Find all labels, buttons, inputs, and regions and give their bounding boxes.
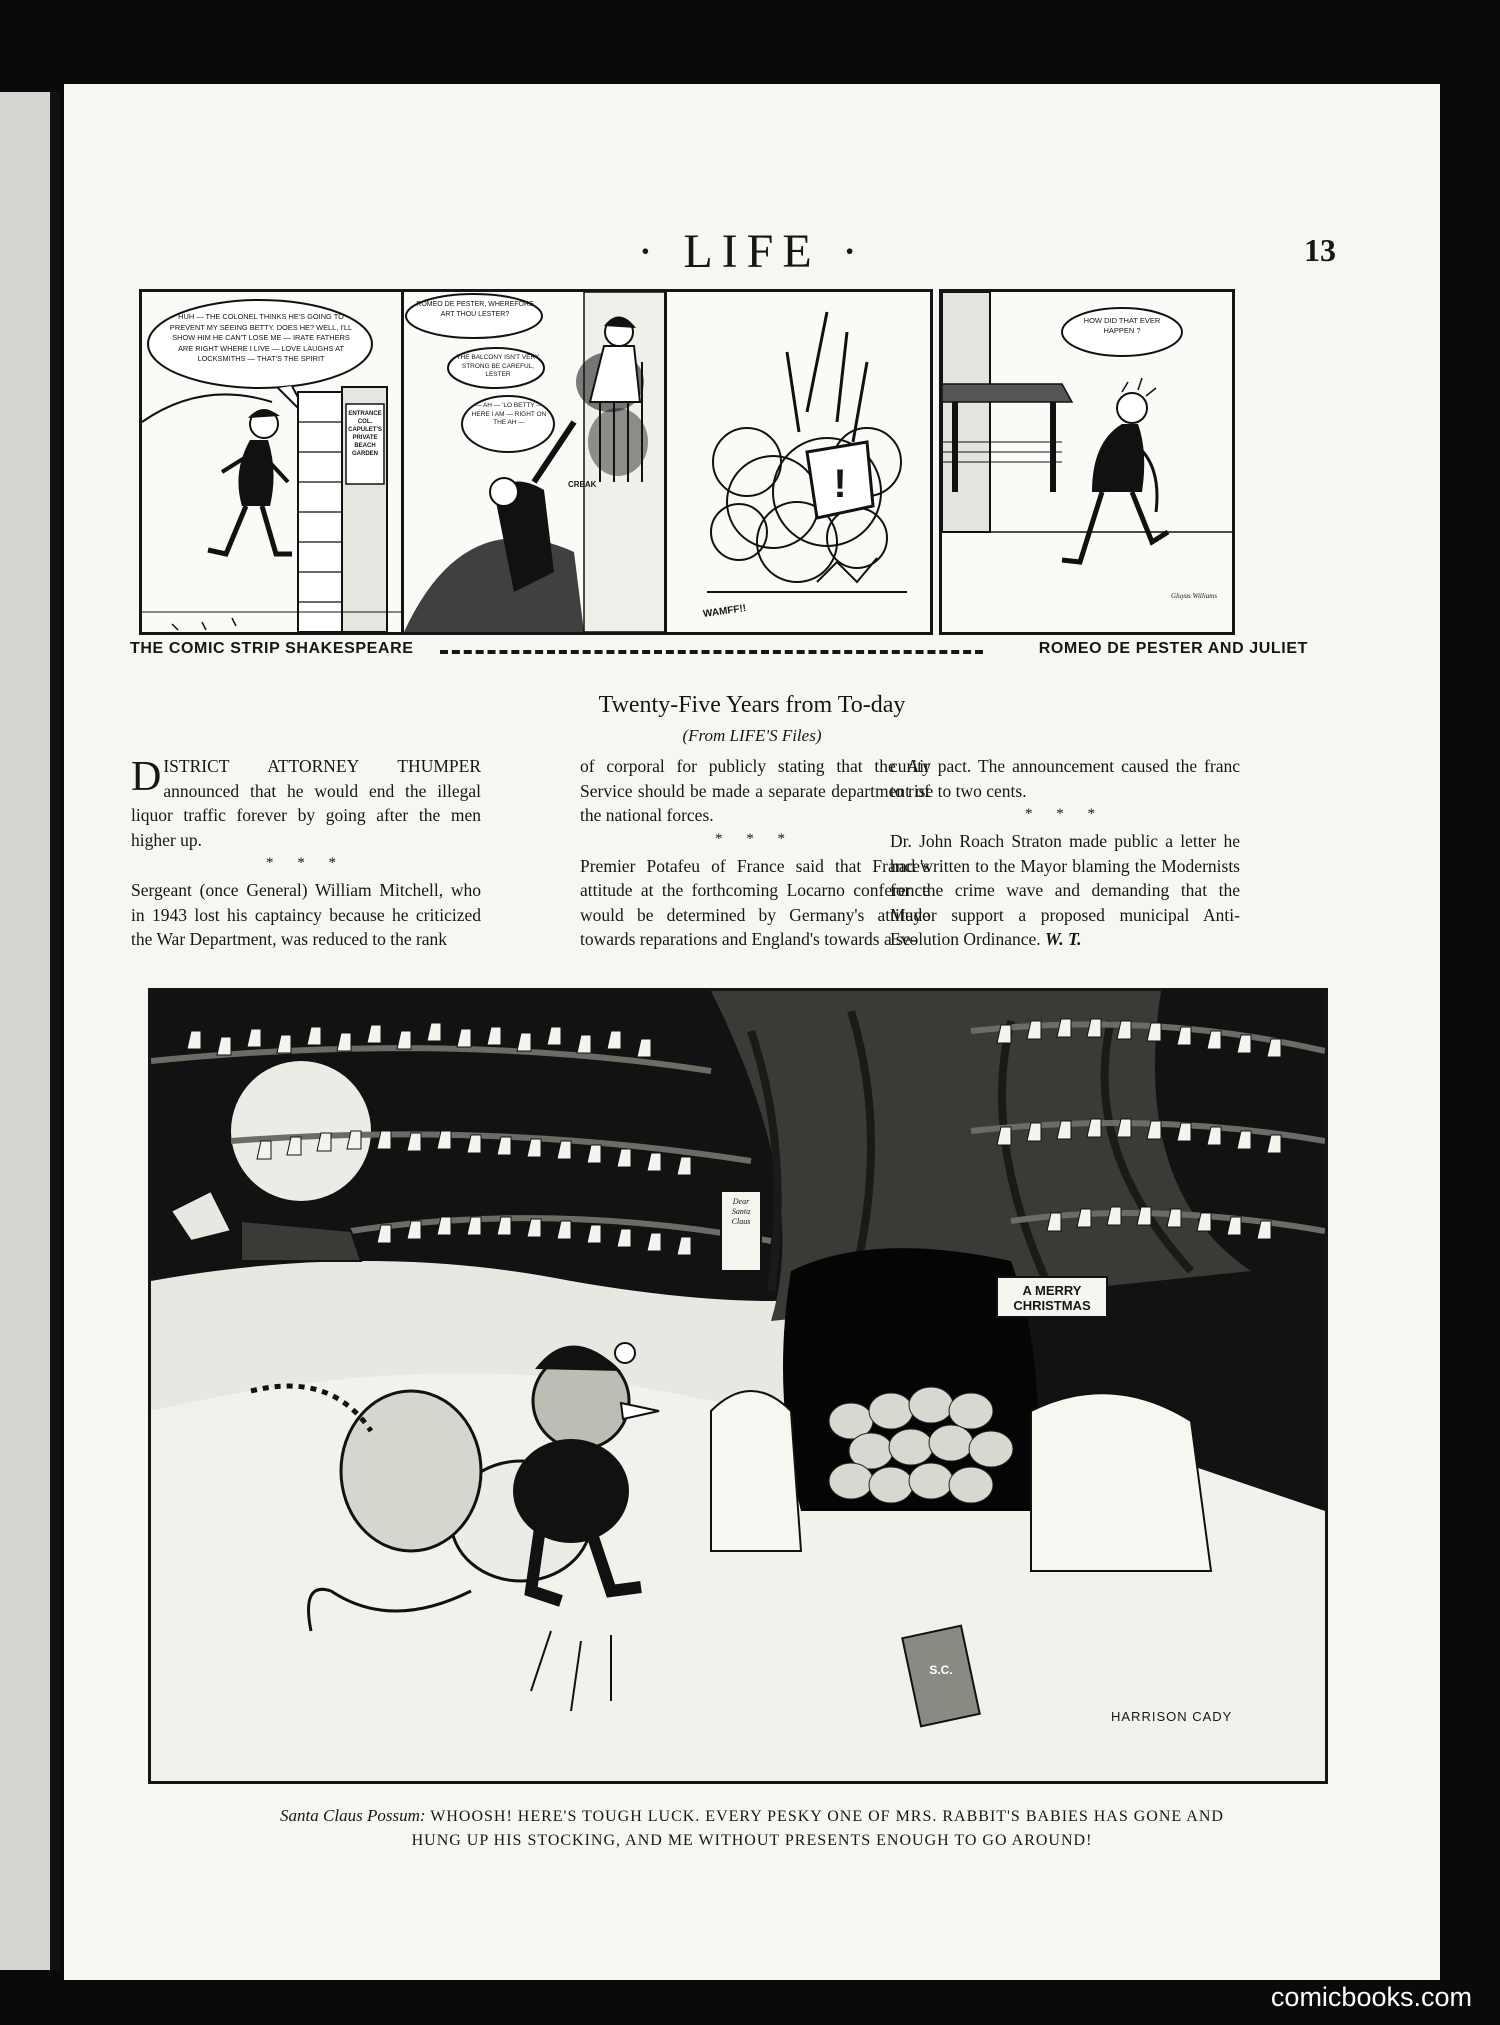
- site-watermark: comicbooks.com: [1270, 1982, 1472, 2012]
- magazine-page: [64, 84, 1440, 1980]
- merry-christmas-sign: A MERRY CHRISTMAS: [1013, 1283, 1091, 1313]
- panel-2-balloon-juliet: ROMEO DE PESTER, WHEREFORE ART THOU LESTER?: [416, 301, 534, 318]
- cartoon-artist-signature: HARRISON CADY: [1111, 1709, 1233, 1724]
- cartoon-drawing: [151, 991, 1325, 1781]
- panel-2-drawing: [404, 292, 667, 632]
- strip-caption-rule: [440, 650, 983, 654]
- page-gutter: [50, 92, 60, 1970]
- author-initials: W. T.: [1045, 929, 1082, 949]
- article-column-3: [890, 754, 1240, 952]
- panel-4-artist-signature: Gluyas Williams: [1170, 592, 1218, 600]
- strip-subtitle: ROMEO DE PESTER AND JULIET: [1038, 640, 1308, 657]
- comic-panel-1: [139, 289, 407, 635]
- drop-cap: D: [131, 754, 162, 800]
- section-separator: * * *: [1025, 806, 1105, 822]
- comic-panel-4: [939, 289, 1235, 635]
- box-label: S.C.: [929, 1663, 953, 1677]
- article-paragraph: Dr. John Roach Straton made public a letter he had written to the Mayor blaming the Modernists for the crime wave and demanding that the Mayor support a proposed municipal Anti-Evolution Ordinance. W. T.: [890, 831, 1240, 949]
- article-paragraph: Sergeant (once General) William Mitchell, who in 1943 lost his captaincy because he criticized the War Department, was reduced to the rank: [131, 880, 481, 949]
- christmas-cartoon: [148, 988, 1328, 1784]
- caption-speaker: Santa Claus Possum:: [280, 1806, 426, 1825]
- panel-3-symbol: !: [833, 462, 847, 506]
- panel-2-sfx: CREAK: [568, 480, 597, 489]
- section-separator: * * *: [715, 830, 795, 847]
- panel-4-drawing: [942, 292, 1232, 632]
- masthead: · LIFE ·: [637, 225, 867, 278]
- panel-1-sign: ENTRANCE COL. CAPULET'S PRIVATE BEACH GARDEN: [348, 411, 382, 457]
- cartoon-caption-line-2: HUNG UP HIS STOCKING, AND ME WITHOUT PRESENTS ENOUGH TO GO AROUND!: [411, 1832, 1093, 1849]
- article-source: (From LIFE'S Files): [682, 726, 822, 745]
- cartoon-caption-line-1: [64, 1806, 1440, 1826]
- comic-panel-3: [664, 289, 933, 635]
- panel-1-balloon: HUH — THE COLONEL THINKS HE'S GOING TO PREVENT MY SEEING BETTY. DOES HE? WELL, I'LL SHOW HIM HE CAN'T LOSE ME — IRATE FATHERS ARE RIGHT WHERE I LIVE — LOVE LAUGHS AT LOCKSMITHS — THAT'S THE SPIRIT: [169, 312, 353, 363]
- panel-3-drawing: [667, 292, 930, 632]
- panel-2-balloon-warning: THE BALCONY ISN'T VERY STRONG BE CAREFUL, LESTER: [456, 354, 540, 378]
- strip-title: THE COMIC STRIP SHAKESPEARE: [130, 640, 414, 657]
- comic-panel-2: [401, 289, 670, 635]
- page-number: 13: [1304, 232, 1336, 268]
- santa-note: Dear Santa Claus: [731, 1197, 751, 1226]
- article-paragraph: of corporal for publicly stating that the Air Service should be made a separate department of the national forces.: [580, 756, 930, 825]
- article-column-1: [131, 754, 481, 952]
- panel-3-sfx: WAMFF!!: [702, 603, 747, 620]
- section-separator: * * *: [266, 855, 346, 871]
- article-paragraph: curity pact. The announcement caused the franc to rise to two cents.: [890, 756, 1240, 801]
- panel-2-balloon-romeo: — AH — 'LO BETTY — HERE I AM — RIGHT ON THE AH —: [471, 402, 547, 426]
- article-column-2: [580, 754, 930, 952]
- article-paragraph: DISTRICT ATTORNEY THUMPER announced that he would end the illegal liquor traffic forever by going after the men higher up.: [131, 754, 481, 850]
- article-paragraph: Premier Potafeu of France said that France's attitude at the forthcoming Locarno conference would be determined by Germany's attitude towards reparations and England's towards a se-: [580, 855, 930, 949]
- article-title: Twenty-Five Years from To-day: [598, 692, 906, 718]
- strip-caption: [130, 640, 1308, 664]
- panel-4-balloon: HOW DID THAT EVER HAPPEN ?: [1083, 316, 1161, 335]
- caption-text: WHOOSH! HERE'S TOUGH LUCK. EVERY PESKY ONE OF MRS. RABBIT'S BABIES HAS GONE AND: [430, 1808, 1224, 1825]
